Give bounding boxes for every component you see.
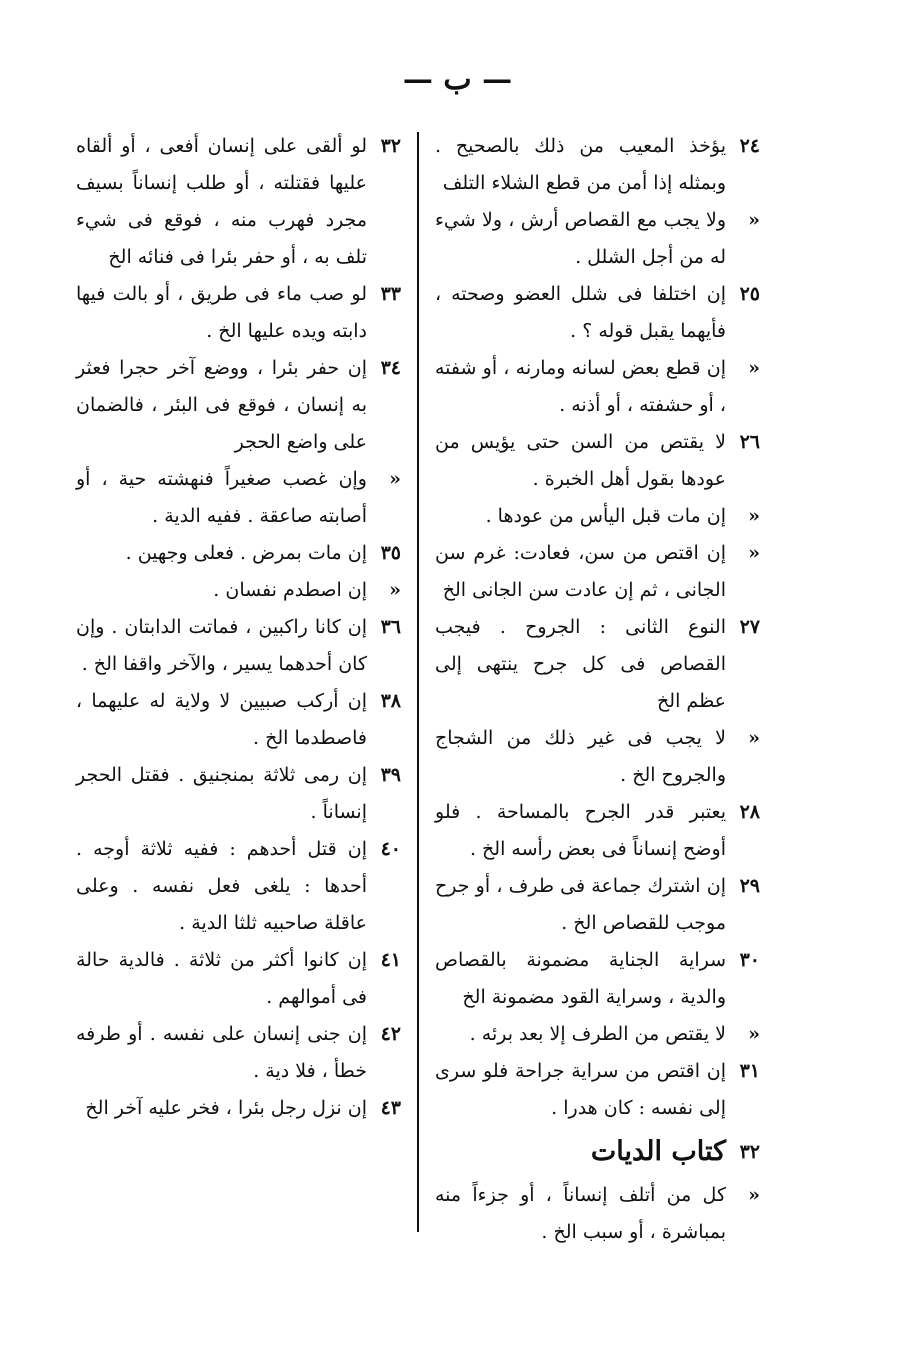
numbered-entry <box>435 276 760 350</box>
entry-text: إن مات قبل اليأس من عودها . <box>485 505 726 527</box>
numbered-entry <box>76 572 401 609</box>
entry-text: إن مات بمرض . فعلى وجهين . <box>125 542 367 564</box>
numbered-entry <box>76 757 401 831</box>
entry-text: إن قطع بعض لسانه ومارنه ، أو شفته ، أو حشفته ، أو أذنه . <box>435 357 726 416</box>
entry-number: « <box>748 727 760 749</box>
entry-text: إن جنى إنسان على نفسه . أو طرفه خطأ ، فلا دية . <box>76 1023 367 1082</box>
entry-number: ٢٦ <box>739 431 760 453</box>
numbered-entry <box>435 1053 760 1127</box>
numbered-entry <box>435 942 760 1016</box>
numbered-entry <box>76 831 401 942</box>
numbered-entry <box>435 128 760 202</box>
numbered-entry <box>435 535 760 609</box>
entry-number: « <box>389 579 401 601</box>
entry-text: وإن غصب صغيراً فنهشته حية ، أو أصابته صاعقة . ففيه الدية . <box>76 468 367 527</box>
section-heading-text: كتاب الديات <box>590 1136 726 1167</box>
entry-number: ٤٢ <box>380 1023 401 1045</box>
entry-text: إن اشترك جماعة فى طرف ، أو جرح موجب للقصاص الخ . <box>435 875 726 934</box>
entry-number: ٣٠ <box>739 949 760 971</box>
left-column <box>76 128 417 1248</box>
entry-number: « <box>748 209 760 231</box>
entry-number: ٣٥ <box>380 542 401 564</box>
entry-text: لا يقتص من الطرف إلا بعد برئه . <box>469 1023 726 1045</box>
entry-text: إن اقتص من سراية جراحة فلو سرى إلى نفسه : كان هدرا . <box>435 1060 726 1119</box>
entry-number: « <box>748 357 760 379</box>
entry-number: « <box>748 1184 760 1206</box>
entry-text: كل من أتلف إنساناً ، أو جزءاً منه بمباشرة ، أو سبب الخ . <box>435 1184 726 1243</box>
numbered-entry <box>76 276 401 350</box>
entry-number: ٣٨ <box>380 690 401 712</box>
entry-number: ٤٣ <box>380 1097 401 1119</box>
entry-number: « <box>748 505 760 527</box>
entry-number: ٣٦ <box>380 616 401 638</box>
entry-number: ٣٢ <box>739 1141 760 1163</box>
numbered-entry <box>76 1090 401 1127</box>
numbered-entry <box>435 1016 760 1053</box>
entry-number: ٢٨ <box>739 801 760 823</box>
numbered-entry <box>435 202 760 276</box>
numbered-entry <box>435 350 760 424</box>
entry-number: ٤١ <box>380 949 401 971</box>
entry-text: لو ألقى على إنسان أفعى ، أو ألقاه عليها فقتلته ، أو طلب إنساناً بسيف مجرد فهرب منه ، فوقع فى شيء تلف به ، أو حفر بئرا فى فنائه الخ <box>76 135 367 268</box>
numbered-entry <box>435 720 760 794</box>
entry-text: إن قتل أحدهم : ففيه ثلاثة أوجه . أحدها : يلغى فعل نفسه . وعلى عاقلة صاحبيه ثلثا الدية . <box>76 838 367 934</box>
entry-text: إن حفر بئرا ، ووضع آخر حجرا فعثر به إنسان ، فوقع فى البئر ، فالضمان على واضع الحجر <box>76 357 367 453</box>
numbered-entry <box>435 794 760 868</box>
entry-number: ٢٩ <box>739 875 760 897</box>
two-column-body <box>70 128 760 1248</box>
numbered-entry <box>435 498 760 535</box>
entry-number: ٣٤ <box>380 357 401 379</box>
numbered-entry <box>76 609 401 683</box>
column-divider <box>417 132 419 1232</box>
numbered-entry <box>435 868 760 942</box>
entry-number: ٣١ <box>739 1060 760 1082</box>
entry-number: ٢٤ <box>739 135 760 157</box>
entry-text: إن رمى ثلاثة بمنجنيق . فقتل الحجر إنساناً . <box>76 764 367 823</box>
entry-text: النوع الثانى : الجروح . فيجب القصاص فى كل جرح ينتهى إلى عظم الخ <box>435 616 726 712</box>
entry-text: إن اقتص من سن، فعادت: غرم سن الجانى ، ثم إن عادت سن الجانى الخ <box>435 542 726 601</box>
right-column <box>419 128 760 1248</box>
entry-number: « <box>748 1023 760 1045</box>
entry-text: إن كانا راكبين ، فماتت الدابتان . وإن كان أحدهما يسير ، والآخر واقفا الخ . <box>76 616 367 675</box>
numbered-entry <box>76 535 401 572</box>
numbered-entry <box>76 942 401 1016</box>
entry-text: لا يجب فى غير ذلك من الشجاج والجروح الخ . <box>435 727 726 786</box>
numbered-entry <box>76 1016 401 1090</box>
page-header: — ب — <box>402 62 513 97</box>
entry-text: يؤخذ المعيب من ذلك بالصحيح . وبمثله إذا أمن من قطع الشلاء التلف <box>435 135 726 194</box>
entry-number: « <box>748 542 760 564</box>
numbered-entry <box>76 461 401 535</box>
numbered-entry <box>435 1177 760 1251</box>
entry-number: ٣٣ <box>380 283 401 305</box>
entry-number: ٢٧ <box>739 616 760 638</box>
numbered-entry <box>435 609 760 720</box>
section-heading <box>435 1127 760 1177</box>
entry-number: ٣٩ <box>380 764 401 786</box>
entry-text: إن اصطدم نفسان . <box>213 579 367 601</box>
entry-number: ٤٠ <box>380 838 401 860</box>
entry-text: إن كانوا أكثر من ثلاثة . فالدية حالة فى أموالهم . <box>76 949 367 1008</box>
numbered-entry <box>76 683 401 757</box>
entry-text: ولا يجب مع القصاص أرش ، ولا شيء له من أجل الشلل . <box>435 209 726 268</box>
entry-number: ٣٢ <box>380 135 401 157</box>
entry-text: إن نزل رجل بئرا ، فخر عليه آخر الخ <box>85 1097 367 1119</box>
entry-number: « <box>389 468 401 490</box>
entry-text: لو صب ماء فى طريق ، أو بالت فيها دابته ويده عليها الخ . <box>76 283 367 342</box>
entry-text: سراية الجناية مضمونة بالقصاص والدية ، وسراية القود مضمونة الخ <box>435 949 726 1008</box>
numbered-entry <box>76 350 401 461</box>
entry-text: يعتبر قدر الجرح بالمساحة . فلو أوضح إنساناً فى بعض رأسه الخ . <box>435 801 726 860</box>
numbered-entry <box>435 424 760 498</box>
entry-text: إن أركب صبيين لا ولاية له عليهما ، فاصطدما الخ . <box>76 690 367 749</box>
entry-number: ٢٥ <box>739 283 760 305</box>
entry-text: إن اختلفا فى شلل العضو وصحته ، فأيهما يقبل قوله ؟ . <box>435 283 726 342</box>
entry-text: لا يقتص من السن حتى يؤيس من عودها بقول أهل الخبرة . <box>435 431 726 490</box>
numbered-entry <box>76 128 401 276</box>
